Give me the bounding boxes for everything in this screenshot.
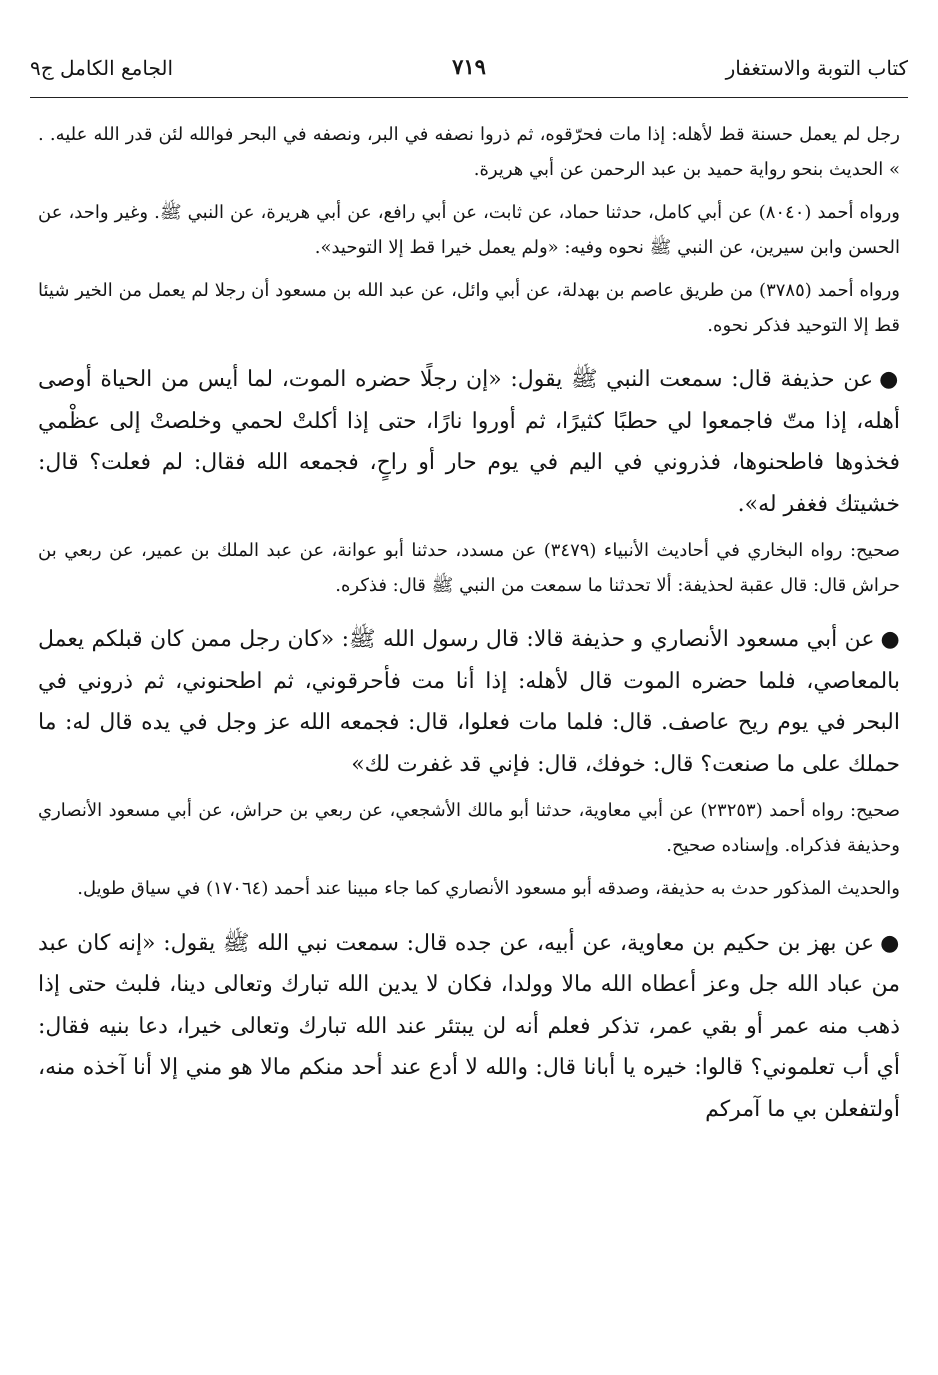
book-title: كتاب التوبة والاستغفار	[725, 56, 908, 80]
commentary-paragraph: رجل لم يعمل حسنة قط لأهله: إذا مات فحرّقوه، ثم ذروا نصفه في البر، ونصفه في البحر فوالله لئن قدر الله عليه. . » الحديث بنحو رواية حميد بن عبد الرحمن عن أبي هريرة.	[38, 124, 900, 180]
page-header	[30, 56, 908, 92]
commentary-paragraph: والحديث المذكور حدث به حذيفة، وصدقه أبو مسعود الأنصاري كما جاء مبينا عند أحمد (١٧٠٦٤) في سياق طويل.	[77, 878, 900, 899]
grading-paragraph: صحيح: رواه أحمد (٢٣٢٥٣) عن أبي معاوية، حدثنا أبو مالك الأشجعي، عن ربعي بن حراش، عن أبي مسعود الأنصاري وحذيفة فذكراه. وإسناده صحيح.	[38, 800, 900, 856]
commentary-paragraph: ورواه أحمد (٨٠٤٠) عن أبي كامل، حدثنا حماد، عن ثابت، عن أبي رافع، عن أبي هريرة، عن النبي ﷺ. وغير واحد، عن الحسن وابن سيرين، عن النبي ﷺ نحوه وفيه: «ولم يعمل خيرا قط إلا التوحيد».	[38, 202, 900, 258]
hadith-text: عن حذيفة قال: سمعت النبي ﷺ يقول: «إن رجلًا حضره الموت، لما أيس من الحياة أوصى أهله، إذا متّ فاجمعوا لي حطبًا كثيرًا، ثم أوروا نارًا، حتى إذا أكلتْ لحمي وخلصتْ إلى عظْمي فخذوها فاطحنوها، فذروني في اليم في يوم حار أو راحٍ، فجمعه الله فقال: لم فعلت؟ قال: خشيتك فغفر له».	[38, 367, 900, 517]
hadith-paragraph	[38, 619, 900, 785]
hadith-text: عن أبي مسعود الأنصاري و حذيفة قالا: قال رسول الله ﷺ: «كان رجل ممن كان قبلكم يعمل بالمعاصي، فلما حضره الموت قال لأهله: إذا أنا مت فأحرقوني، ثم اطحنوني، ثم ذروني في البحر في يوم ريح عاصف. قال: فلما مات فعلوا، قال: فجمعه الله عز وجل في يده قال له: ما حملك على ما صنعت؟ قال: خوفك، قال: فإني قد غفرت لك»	[38, 627, 900, 777]
page-number: ٧١٩	[452, 54, 486, 79]
header-divider	[30, 97, 908, 98]
bullet-icon: ●	[879, 366, 900, 392]
commentary-paragraph: ورواه أحمد (٣٧٨٥) من طريق عاصم بن بهدلة، عن أبي وائل، عن عبد الله بن مسعود أن رجلا لم يعمل من الخير شيئا قط إلا التوحيد فذكر نحوه.	[38, 280, 900, 336]
hadith-paragraph	[38, 923, 900, 1131]
grading-paragraph: صحيح: رواه البخاري في أحاديث الأنبياء (٣٤٧٩) عن مسدد، حدثنا أبو عوانة، عن عبد الملك بن عمير، عن ربعي بن حراش قال: قال عقبة لحذيفة: ألا تحدثنا ما سمعت من النبي ﷺ قال: فذكره.	[38, 540, 901, 596]
bullet-icon: ●	[880, 929, 901, 956]
page-body	[38, 118, 900, 1130]
hadith-paragraph	[38, 359, 900, 525]
hadith-text: عن بهز بن حكيم بن معاوية، عن أبيه، عن جده قال: سمعت نبي الله ﷺ يقول: «إنه كان عبد من عباد الله جل وعز أعطاه الله مالا وولدا، فكان لا يدين الله تبارك وتعالى دينا، فلبث حتى إذا ذهب منه عمر أو بقي عمر، تذكر فعلم أنه لن يبتئر عند الله تبارك وتعالى خيرا، دعا بنيه فقال: أي أب تعلموني؟ قالوا: خيره يا أبانا قال: والله لا أدع عند أحد منكم مالا هو مني إلا أنا آخذه منه، أولتفعلن بي ما آمركم	[38, 930, 900, 1122]
chapter-title: الجامع الكامل ج٩	[30, 56, 174, 80]
bullet-icon: ●	[880, 626, 900, 652]
